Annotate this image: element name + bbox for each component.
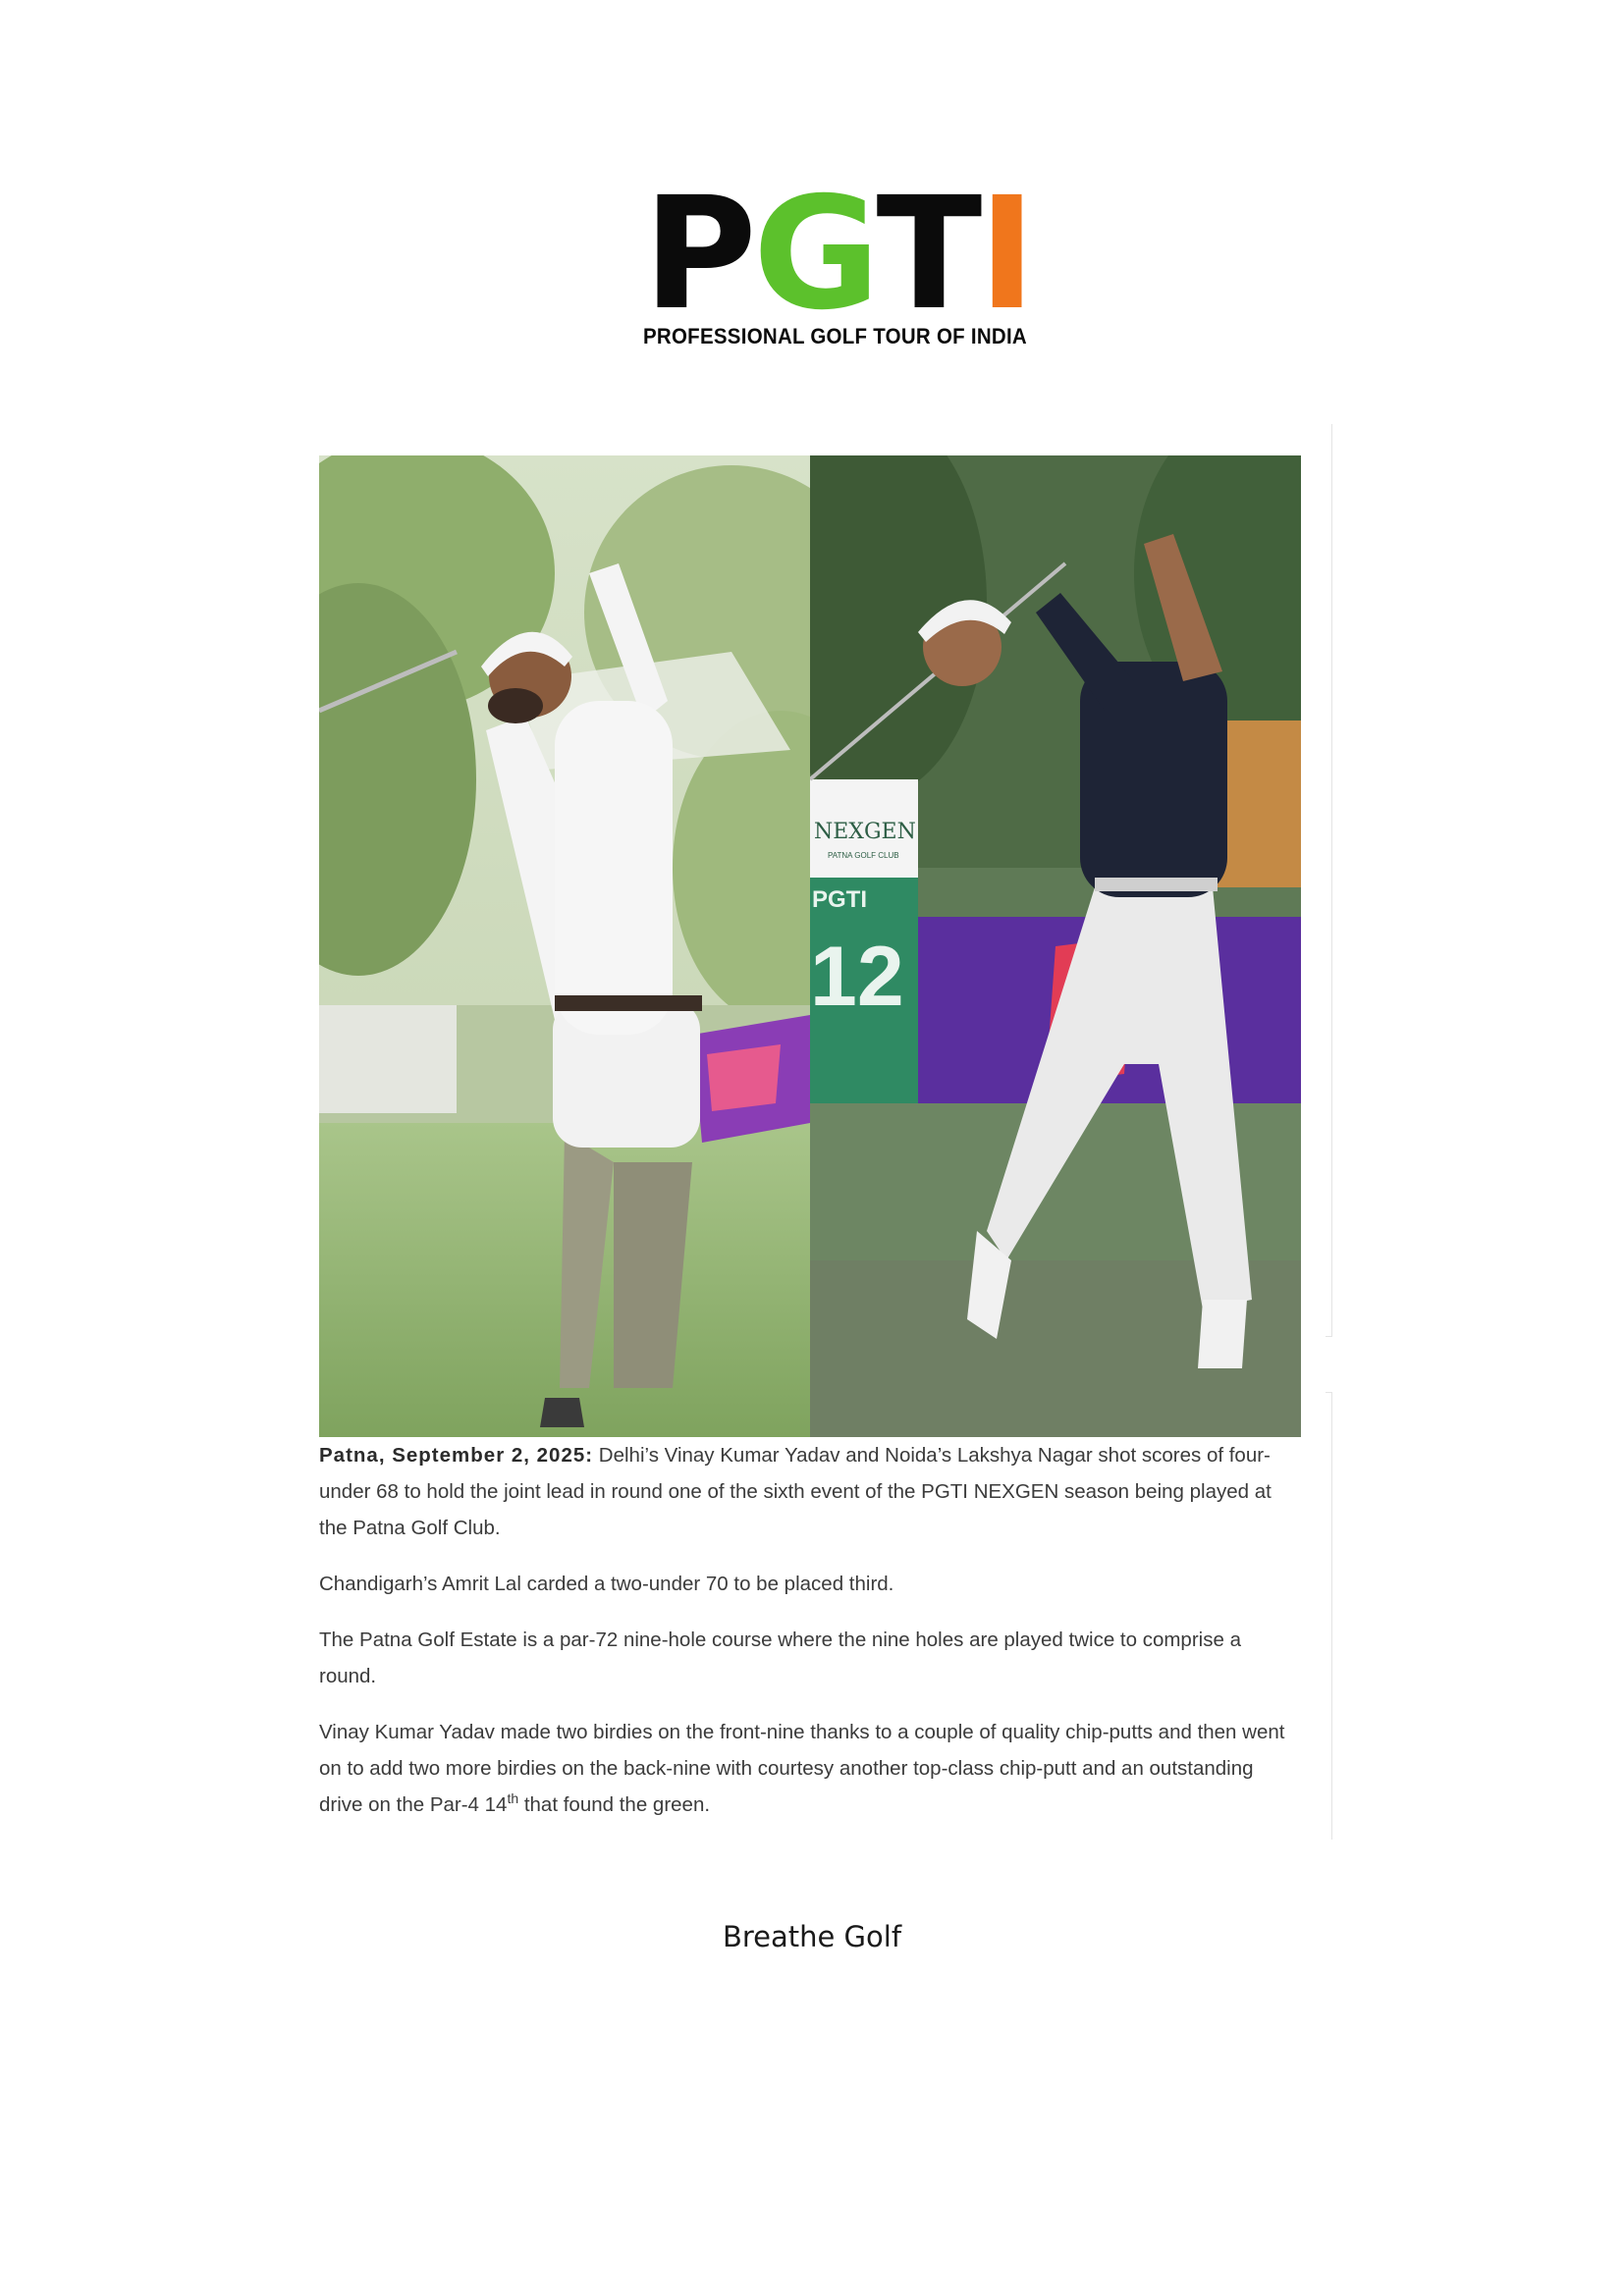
sign-tour: PGTI xyxy=(812,886,868,913)
article-paragraph-1 xyxy=(319,1437,1301,1546)
logo-letter-g: G xyxy=(752,164,877,345)
article-paragraph-3: The Patna Golf Estate is a par-72 nine-hole course where the nine holes are played twice to comprise a round. xyxy=(319,1629,1241,1687)
sign-brand: NEXGEN xyxy=(814,820,916,844)
golfer-white-shirt-image xyxy=(319,455,810,1437)
article-paragraph-4 xyxy=(319,1714,1301,1823)
footer-slogan: Breathe Golf xyxy=(722,1920,902,1953)
pgti-logo xyxy=(643,164,1033,349)
sign-sub: PATNA GOLF CLUB xyxy=(828,851,899,860)
edge-tick xyxy=(1326,1336,1332,1337)
logo-letter-p: P xyxy=(643,164,753,345)
logo-letter-t: T xyxy=(876,164,979,345)
article-p4-superscript: th xyxy=(507,1790,519,1807)
logo-tagline: PROFESSIONAL GOLF TOUR OF INDIA xyxy=(643,324,1027,348)
article-dateline: Patna, September 2, 2025: xyxy=(319,1444,594,1467)
edge-line xyxy=(1331,424,1332,1337)
article-lead-text: Delhi’s Vinay Kumar Yadav and Noida’s Lakshya Nagar shot scores of four-under 68 to hold the joint lead in round one of the sixth event of the PGTI NEXGEN season being played at the Patna Golf Club. xyxy=(319,1444,1272,1539)
article-p4-text: Vinay Kumar Yadav made two birdies on the front-nine thanks to a couple of quality chip-putts and then went on to add two more birdies on the back-nine with courtesy another top-class chip-putt and an outstanding drive on the Par-4 14 xyxy=(319,1721,1285,1816)
edge-line xyxy=(1331,1392,1332,1840)
article-p4-end: that found the green. xyxy=(518,1793,711,1816)
article-paragraph-2: Chandigarh’s Amrit Lal carded a two-under 70 to be placed third. xyxy=(319,1573,894,1595)
photo-left-golfer xyxy=(319,455,810,1437)
golfer-navy-shirt-image xyxy=(810,455,1301,1437)
logo-letter-i: I xyxy=(978,164,1033,345)
player-photos xyxy=(319,455,1301,1437)
photo-right-golfer xyxy=(810,455,1301,1437)
article-body xyxy=(319,1437,1301,1842)
sign-hole-number: 12 xyxy=(810,930,904,1024)
